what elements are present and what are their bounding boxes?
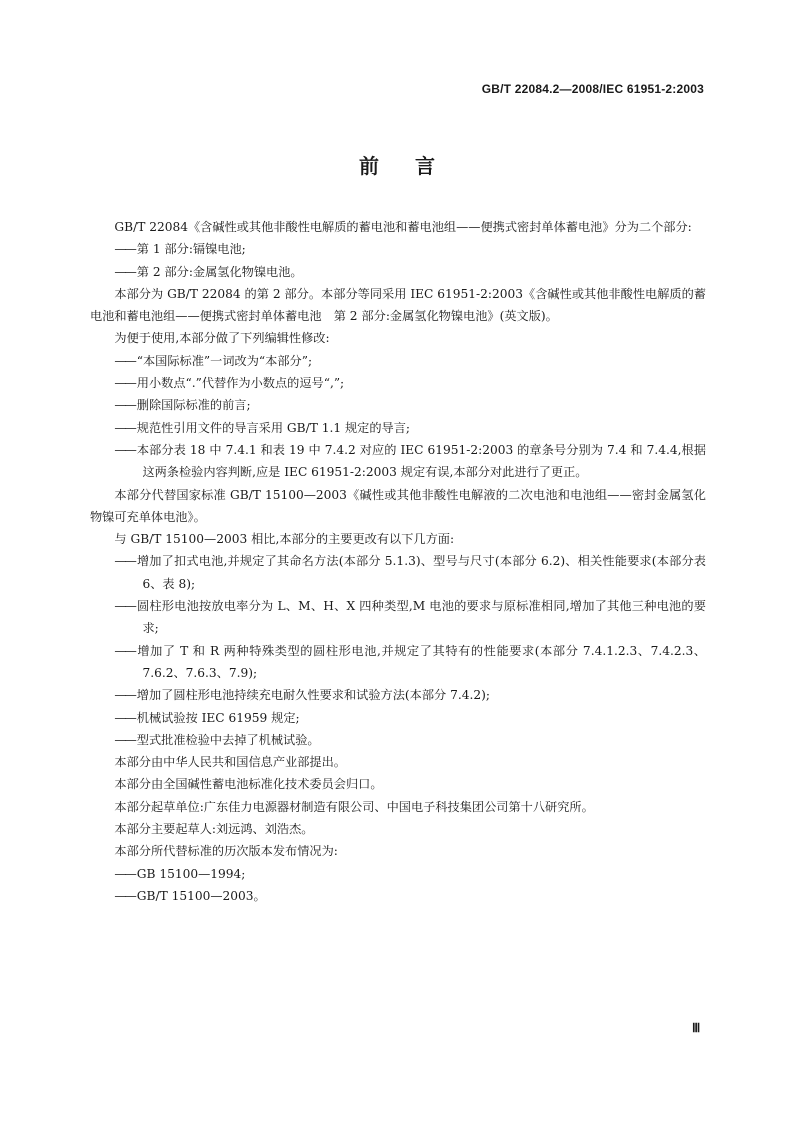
paragraph: 本部分由中华人民共和国信息产业部提出。 [114, 755, 346, 770]
dash-list-item: —— “本国际标准”一词改为“本部分”; [114, 350, 706, 372]
paragraph: 本部分起草单位:广东佳力电源器材制造有限公司、中国电子科技集团公司第十八研究所。 [114, 799, 594, 814]
title-char-2: 言 [415, 154, 435, 178]
dash-list-item: —— 第 1 部分:镉镍电池; [114, 238, 706, 260]
standard-code-header: GB/T 22084.2—2008/IEC 61951-2:2003 [481, 82, 704, 96]
dash-list-item: —— GB/T 15100—2003。 [114, 885, 706, 907]
paragraph: 本部分为 GB/T 22084 的第 2 部分。本部分等同采用 IEC 61951-2:2003《含碱性或其他非酸性电解质的蓄电池和蓄电池组——便携式密封单体蓄电池 第 2 部分:金属氢化物镍电池》(英文版)。 [90, 286, 706, 324]
paragraph: 为便于使用,本部分做了下列编辑性修改: [114, 331, 330, 346]
dash-list-item: —— 用小数点“.”代替作为小数点的逗号“,”; [114, 372, 706, 394]
paragraph: 本部分所代替标准的历次版本发布情况为: [114, 844, 338, 859]
dash-list-item: —— 增加了 T 和 R 两种特殊类型的圆柱形电池,并规定了其特有的性能要求(本部分 7.4.1.2.3、7.4.2.3、7.6.2、7.6.3、7.9); [114, 640, 706, 685]
paragraph: 本部分主要起草人:刘远鸿、刘浩杰。 [114, 822, 314, 837]
dash-list-item: —— 增加了扣式电池,并规定了其命名方法(本部分 5.1.3)、型号与尺寸(本部分 6.2)、相关性能要求(本部分表 6、表 8); [114, 550, 706, 595]
page-number: Ⅲ [692, 1021, 701, 1035]
paragraph: 本部分由全国碱性蓄电池标准化技术委员会归口。 [114, 777, 383, 792]
paragraph: 本部分代替国家标准 GB/T 15100—2003《碱性或其他非酸性电解液的二次电池和电池组——密封金属氢化物镍可充单体电池》。 [90, 487, 706, 524]
dash-list-item: —— 机械试验按 IEC 61959 规定; [114, 707, 706, 729]
dash-list-item: —— 规范性引用文件的导言采用 GB/T 1.1 规定的导言; [114, 417, 706, 439]
dash-list-item: —— 增加了圆柱形电池持续充电耐久性要求和试验方法(本部分 7.4.2); [114, 684, 706, 706]
dash-list-item: —— GB 15100—1994; [114, 863, 706, 885]
dash-list-item: —— 圆柱形电池按放电率分为 L、M、H、X 四种类型,M 电池的要求与原标准相同,增加了其他三种电池的要求; [114, 595, 706, 640]
dash-list-item: —— 删除国际标准的前言; [114, 394, 706, 416]
foreword-body [90, 216, 706, 907]
page-title [0, 150, 794, 179]
dash-list-item: —— 型式批准检验中去掉了机械试验。 [114, 729, 706, 751]
dash-list-item: —— 第 2 部分:金属氢化物镍电池。 [114, 261, 706, 283]
paragraph: 与 GB/T 15100—2003 相比,本部分的主要更改有以下几方面: [114, 532, 455, 547]
dash-list-item: —— 本部分表 18 中 7.4.1 和表 19 中 7.4.2 对应的 IEC 61951-2:2003 的章条号分别为 7.4 和 7.4.4,根据这两条检验内容判断,应是 IEC 61951-2:2003 规定有误,本部分对此进行了更正。 [114, 439, 706, 484]
paragraph: GB/T 22084《含碱性或其他非酸性电解质的蓄电池和蓄电池组——便携式密封单体蓄电池》分为二个部分: [114, 220, 692, 234]
title-char-1: 前 [359, 154, 379, 178]
